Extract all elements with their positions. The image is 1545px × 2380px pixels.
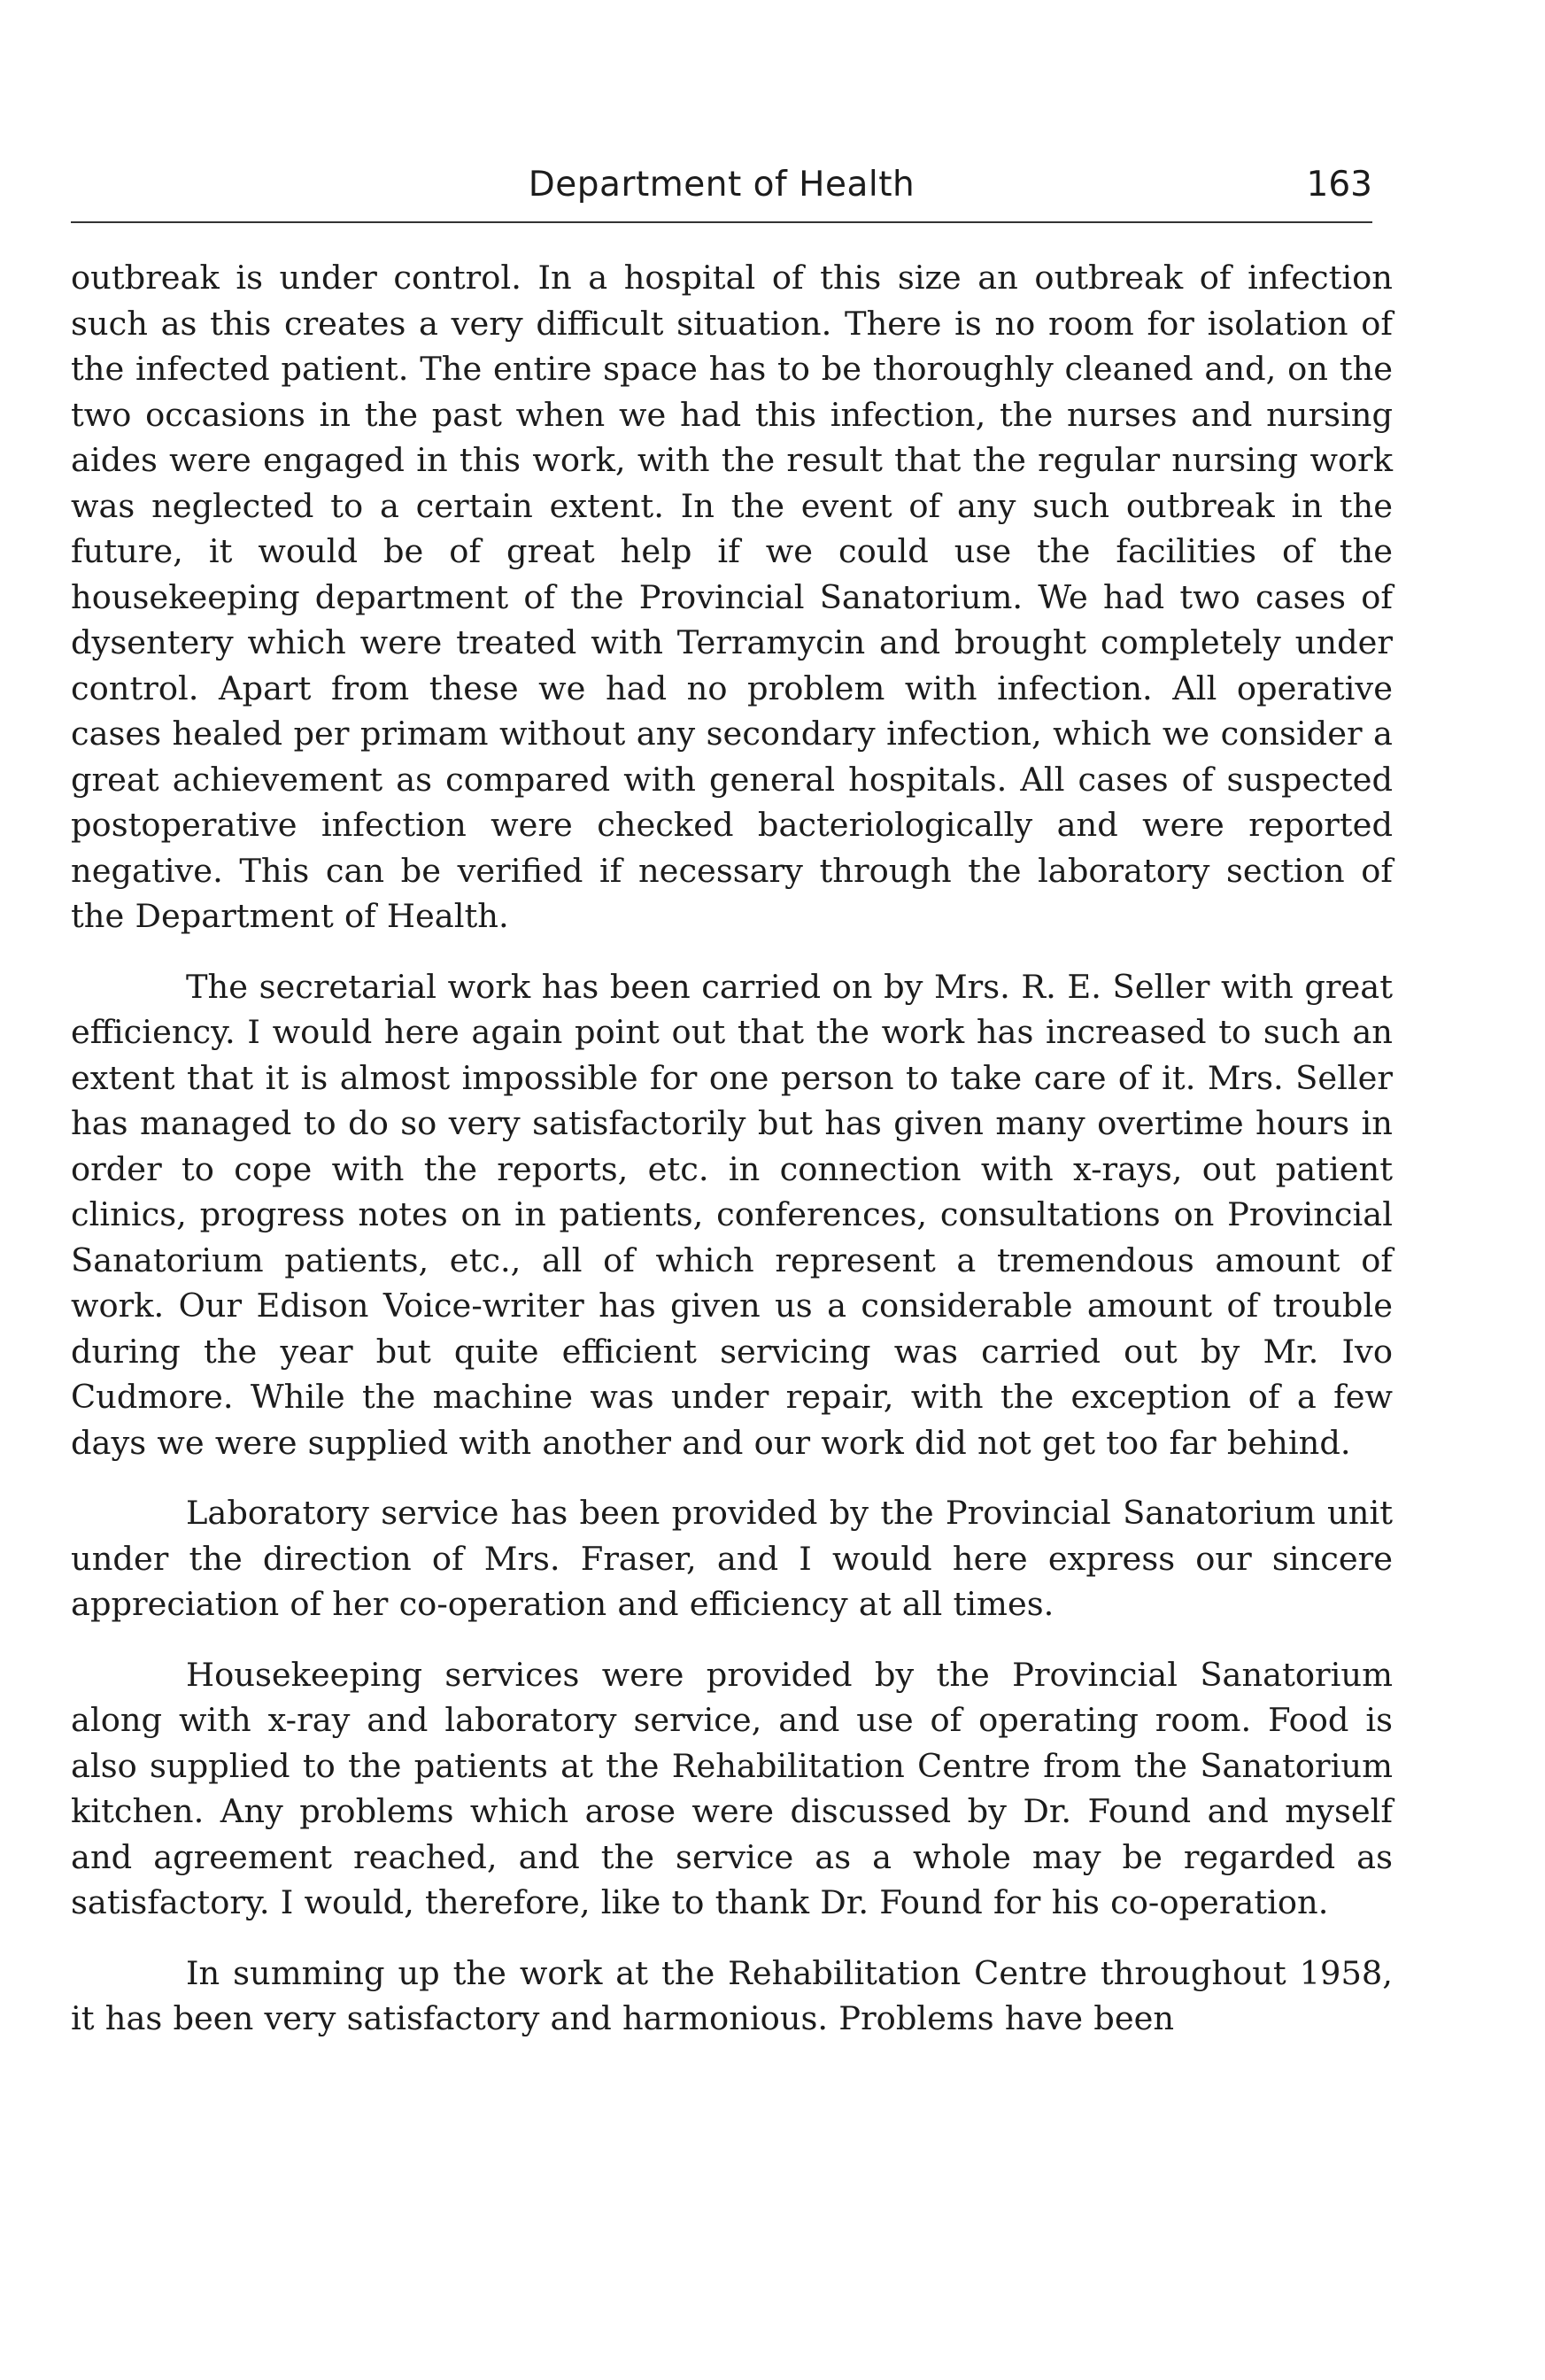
paragraph-secretarial-work: The secretarial work has been carried on by Mrs. R. E. Seller with great efficiency. I would here again point out that the work has increased to such an extent that it is almost impossible for one person to take care of it. Mrs. Seller has managed to do so very satisfactorily but has given many overtime hours in order to cope with the reports, etc. in connection with x-rays, out patient clinics, progress notes on in patients, conferences, consultations on Provincial Sanatorium patients, etc., all of which represent a tremendous amount of work. Our Edison Voice-writer has given us a considerable amount of trouble during the year but quite efficient servicing was carried out by Mr. Ivo Cudmore. While the machine was under repair, with the exception of a few days we were supplied with another and our work did not get too far behind. <box>71 967 1393 1462</box>
body-text <box>71 255 1393 2042</box>
paragraph-summary: In summing up the work at the Rehabilitation Centre throughout 1958, it has been very satisfactory and harmonious. Problems have been <box>71 1953 1393 2037</box>
page-number: 163 <box>1306 165 1372 205</box>
paragraph-continuation: outbreak is under control. In a hospital of this size an outbreak of infection such as this creates a very difficult situation. There is no room for isolation of the infected patient. The entire space has to be thoroughly cleaned and, on the two occasions in the past when we had this infection, the nurses and nursing aides were engaged in this work, with the result that the regular nursing work was neglected to a certain extent. In the event of any such outbreak in the future, it would be of great help if we could use the facilities of the housekeeping department of the Provincial Sanatorium. We had two cases of dysentery which were treated with Terramycin and brought completely under control. Apart from these we had no problem with infection. All operative cases healed per primam without any secondary infection, which we consider a great achievement as compared with general hospitals. All cases of suspected postoperative infection were checked bacteriologically and were reported negative. This can be verified if necessary through the laboratory section of the Department of Health. <box>71 259 1393 935</box>
paragraph-laboratory-service: Laboratory service has been provided by the Provincial Sanatorium unit under the direction of Mrs. Fraser, and I would here express our sincere appreciation of her co-operation and efficiency at all times. <box>71 1494 1393 1623</box>
header-rule <box>71 221 1372 223</box>
header-title: Department of Health <box>528 165 915 205</box>
running-header <box>71 165 1372 209</box>
paragraph-housekeeping-services: Housekeeping services were provided by the Provincial Sanatorium along with x-ray and laboratory service, and use of operating room. Food is also supplied to the patients at the Rehabilitation Centre from the Sanatorium kitchen. Any problems which arose were discussed by Dr. Found and myself and agreement reached, and the service as a whole may be regarded as satisfactory. I would, therefore, like to thank Dr. Found for his co-operation. <box>71 1655 1393 1921</box>
